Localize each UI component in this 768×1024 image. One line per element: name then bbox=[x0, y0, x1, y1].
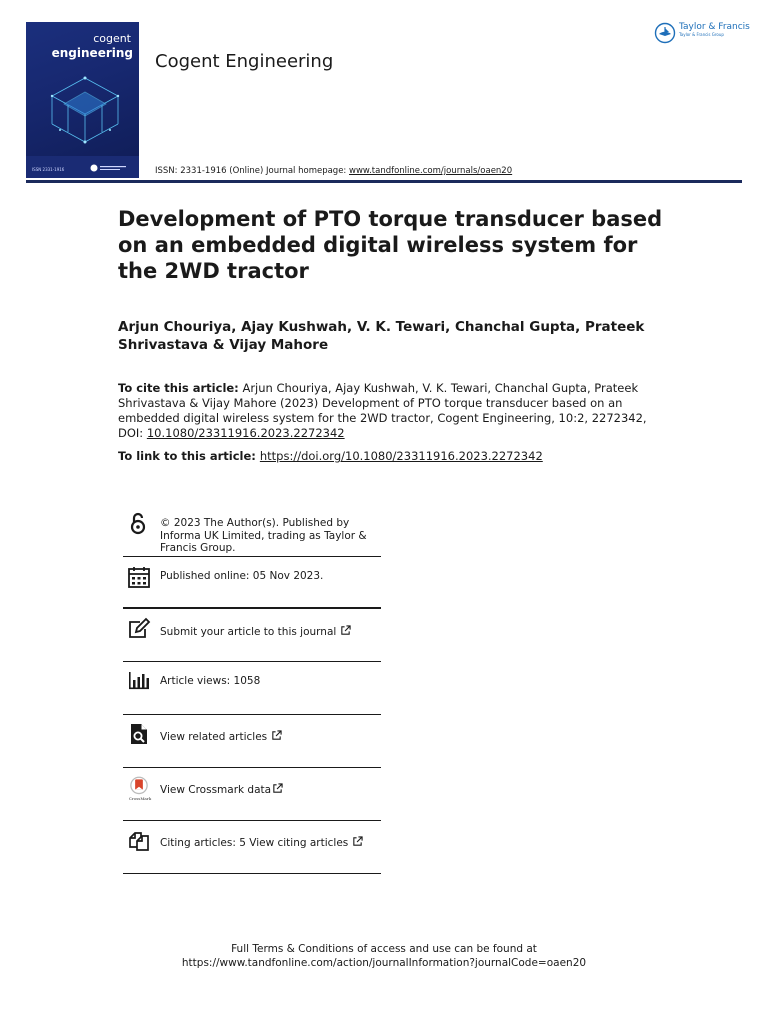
cite-label: To cite this article: bbox=[118, 381, 239, 395]
cover-publisher-logo-icon bbox=[90, 163, 130, 173]
crossmark-badge-label: CrossMark bbox=[128, 796, 152, 801]
terms-footer bbox=[0, 942, 768, 970]
related-articles-row[interactable] bbox=[123, 715, 381, 768]
document-search-icon bbox=[127, 722, 151, 746]
terms-line: Full Terms & Conditions of access and use can be found at bbox=[231, 943, 537, 955]
bar-chart-icon bbox=[127, 668, 151, 692]
related-articles-label: View related articles bbox=[160, 731, 268, 743]
article-doi-link[interactable]: https://doi.org/10.1080/23311916.2023.2272342 bbox=[259, 449, 543, 463]
cover-title-line2: engineering bbox=[51, 46, 133, 60]
taylor-francis-logo-icon bbox=[654, 22, 676, 44]
published-row bbox=[123, 557, 381, 609]
terms-url[interactable]: https://www.tandfonline.com/action/journalInformation?journalCode=oaen20 bbox=[181, 957, 587, 969]
issn-homepage-line bbox=[155, 166, 512, 176]
related-articles-link[interactable] bbox=[160, 730, 382, 744]
link-label: To link to this article: bbox=[118, 449, 260, 463]
cover-issn: ISSN 2331-1916 bbox=[32, 167, 65, 172]
external-link-icon bbox=[271, 730, 282, 741]
submit-article-row[interactable] bbox=[123, 609, 381, 662]
crossmark-link[interactable] bbox=[160, 783, 382, 797]
article-views-row bbox=[123, 662, 381, 715]
submit-article-link[interactable] bbox=[160, 625, 382, 639]
header-divider bbox=[26, 180, 742, 183]
open-access-icon bbox=[127, 512, 151, 536]
external-link-icon bbox=[340, 625, 351, 636]
citing-articles-row[interactable] bbox=[123, 821, 381, 874]
publisher-group: Taylor & Francis Group bbox=[679, 32, 724, 37]
published-date-text: Published online: 05 Nov 2023. bbox=[160, 570, 324, 582]
cover-artwork-icon bbox=[40, 70, 130, 150]
cite-text: Arjun Chouriya, Ajay Kushwah, V. K. Tewari, Chanchal Gupta, Prateek Shrivastava & Vijay Mahore (2023) Development of PTO torque transducer based on an embedded digital wireless system for the 2WD tractor, Cogent Engineering, 10:2, 2272342, DOI: bbox=[118, 381, 647, 440]
journal-title[interactable]: Cogent Engineering bbox=[155, 51, 334, 72]
article-title: Development of PTO torque transducer based on an embedded digital wireless system for the 2WD tractor bbox=[118, 207, 663, 283]
journal-homepage-link[interactable]: www.tandfonline.com/journals/oaen20 bbox=[349, 166, 513, 176]
external-link-icon bbox=[352, 836, 363, 847]
license-text: © 2023 The Author(s). Published by Informa UK Limited, trading as Taylor & Francis Group. bbox=[160, 517, 367, 554]
citation-block bbox=[118, 381, 658, 441]
submit-article-label: Submit your article to this journal bbox=[160, 626, 337, 638]
crossmark-label: View Crossmark data bbox=[160, 784, 272, 796]
cover-title-line1: cogent bbox=[93, 32, 131, 45]
cite-doi-link[interactable]: 10.1080/23311916.2023.2272342 bbox=[146, 426, 345, 440]
external-link-icon bbox=[272, 783, 283, 794]
citing-articles-link[interactable] bbox=[160, 836, 382, 850]
issn-text: ISSN: 2331-1916 (Online) Journal homepage: bbox=[155, 166, 349, 176]
publisher-logo[interactable] bbox=[654, 22, 750, 44]
journal-cover-image bbox=[26, 22, 139, 178]
calendar-icon bbox=[127, 565, 151, 589]
article-views-text: Article views: 1058 bbox=[160, 675, 261, 687]
citing-articles-label: Citing articles: 5 View citing articles bbox=[160, 837, 349, 849]
edit-pencil-icon bbox=[127, 617, 151, 641]
article-authors: Arjun Chouriya, Ajay Kushwah, V. K. Tewari, Chanchal Gupta, Prateek Shrivastava & Vijay Mahore bbox=[118, 319, 645, 353]
citing-documents-icon bbox=[127, 829, 151, 853]
crossmark-row[interactable] bbox=[123, 768, 381, 821]
article-link-block bbox=[118, 449, 658, 464]
license-row bbox=[123, 510, 381, 557]
publisher-name: Taylor & Francis bbox=[679, 22, 750, 32]
